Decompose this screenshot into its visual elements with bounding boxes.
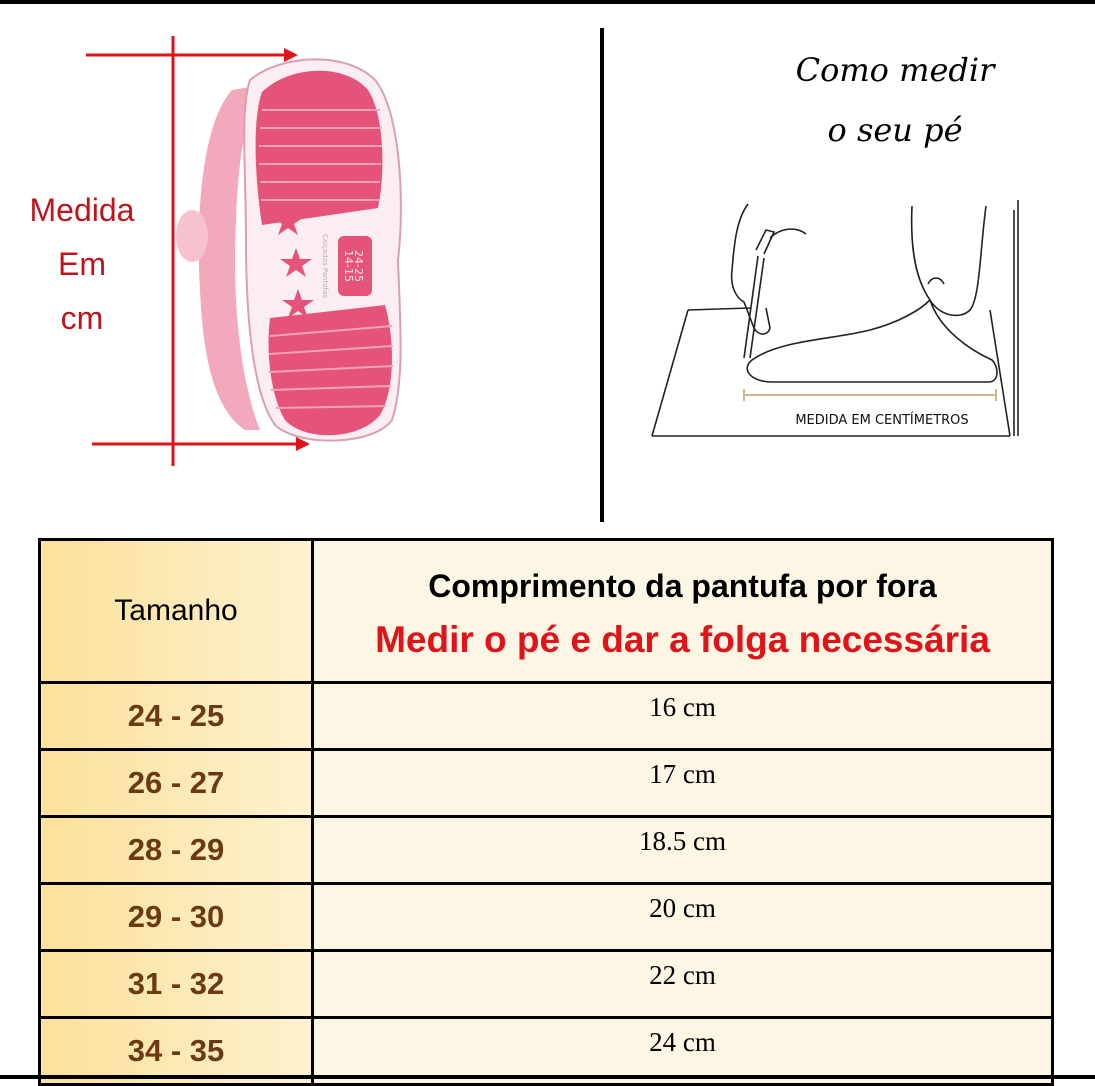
size-cell: 24 - 25	[40, 683, 313, 750]
size-cell: 34 - 35	[40, 1018, 313, 1085]
table-row	[40, 884, 1053, 951]
header-length-cell	[313, 540, 1053, 683]
ruler-label: MEDIDA EM CENTÍMETROS	[795, 413, 969, 428]
shoe-measure-panel	[0, 0, 600, 520]
size-cell: 31 - 32	[40, 951, 313, 1018]
length-cell: 17 cm	[313, 750, 1053, 817]
vertical-divider	[600, 28, 604, 522]
sole-size-text-a: 24-25	[352, 250, 365, 282]
size-cell: 29 - 30	[40, 884, 313, 951]
table-row	[40, 817, 1053, 884]
measure-label-line2: Em	[58, 246, 106, 282]
length-cell: 22 cm	[313, 951, 1053, 1018]
length-cell: 16 cm	[313, 683, 1053, 750]
header-size: Tamanho	[40, 540, 313, 683]
length-cell: 24 cm	[313, 1018, 1053, 1085]
howto-title	[760, 40, 1030, 160]
measure-label-line3: cm	[60, 300, 104, 336]
measure-label-line1: Medida	[29, 192, 135, 228]
bottom-rule	[0, 1075, 1095, 1079]
header-length: Comprimento da pantufa por fora	[428, 567, 937, 604]
length-cell: 18.5 cm	[313, 817, 1053, 884]
length-cell: 20 cm	[313, 884, 1053, 951]
size-table	[38, 538, 1054, 1086]
howto-title-line1: Como medir	[795, 51, 995, 89]
foot-drawing	[640, 190, 1030, 450]
sole-size-text-b: 14-15	[342, 250, 355, 282]
table-row	[40, 750, 1053, 817]
table-header-row	[40, 540, 1053, 683]
sole-brand-text: Calçados Pantufas	[321, 233, 329, 299]
size-cell: 28 - 29	[40, 817, 313, 884]
sole-toe-tread	[269, 305, 392, 435]
measure-label	[20, 183, 144, 345]
howto-title-line2: o seu pé	[827, 111, 963, 149]
foot-measure-illustration	[640, 190, 1030, 450]
table-row	[40, 683, 1053, 750]
table-row	[40, 951, 1053, 1018]
header-note: Medir o pé e dar a folga necessária	[375, 618, 990, 660]
sole-heel-tread	[256, 71, 383, 225]
size-cell: 26 - 27	[40, 750, 313, 817]
